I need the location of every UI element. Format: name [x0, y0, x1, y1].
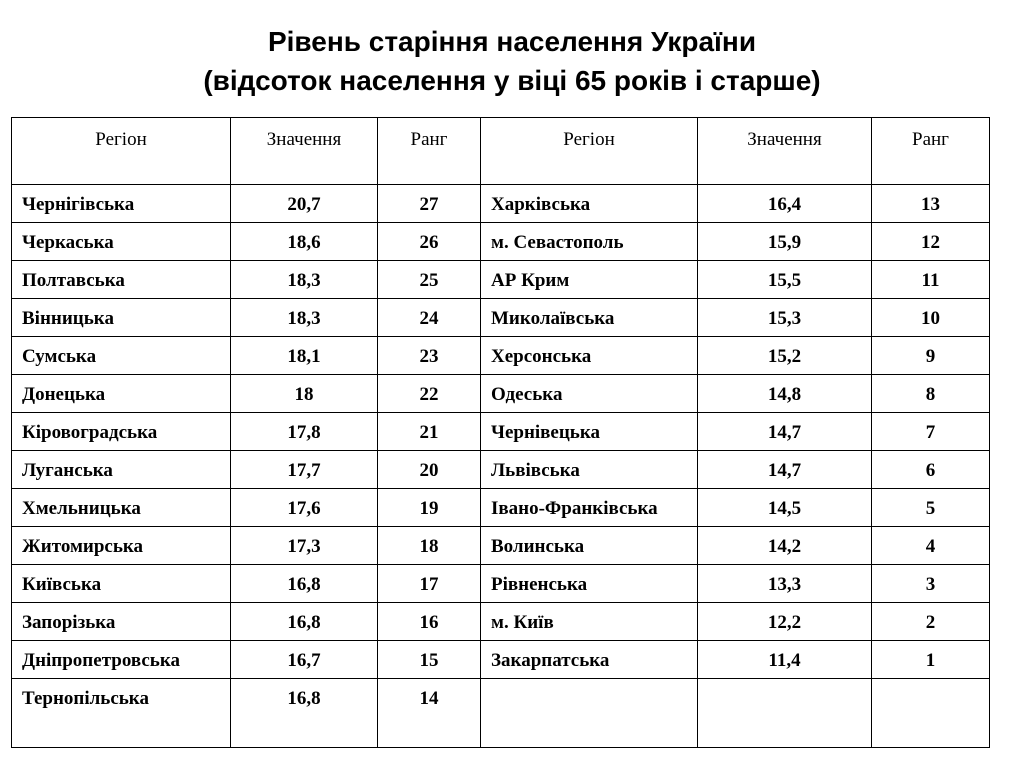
header-value-right: Значення: [698, 118, 872, 185]
table-row: [12, 185, 990, 223]
cell-value-left: 17,6: [231, 489, 378, 527]
cell-rank-left: 16: [378, 603, 481, 641]
cell-rank-left: 20: [378, 451, 481, 489]
cell-region-left: Кіровоградська: [12, 413, 231, 451]
table-row: [12, 337, 990, 375]
header-rank-left: Ранг: [378, 118, 481, 185]
cell-rank-left: 17: [378, 565, 481, 603]
cell-rank-right: 12: [872, 223, 990, 261]
table-row: [12, 603, 990, 641]
cell-rank-left: 25: [378, 261, 481, 299]
cell-value-right: 14,5: [698, 489, 872, 527]
cell-value-right: [698, 679, 872, 748]
cell-value-left: 18,1: [231, 337, 378, 375]
table-header-row: [12, 118, 990, 185]
cell-rank-left: 24: [378, 299, 481, 337]
cell-rank-right: 13: [872, 185, 990, 223]
cell-value-right: 14,7: [698, 413, 872, 451]
cell-value-left: 18,3: [231, 261, 378, 299]
cell-value-right: 16,4: [698, 185, 872, 223]
header-rank-right: Ранг: [872, 118, 990, 185]
cell-region-right: Чернівецька: [481, 413, 698, 451]
cell-rank-right: 8: [872, 375, 990, 413]
cell-value-left: 18: [231, 375, 378, 413]
table-row: [12, 223, 990, 261]
cell-value-right: 15,3: [698, 299, 872, 337]
cell-rank-right: 10: [872, 299, 990, 337]
cell-region-right: Одеська: [481, 375, 698, 413]
cell-value-left: 16,7: [231, 641, 378, 679]
cell-region-right: м. Севастополь: [481, 223, 698, 261]
cell-value-left: 18,3: [231, 299, 378, 337]
cell-region-left: Сумська: [12, 337, 231, 375]
cell-rank-right: 9: [872, 337, 990, 375]
cell-rank-left: 19: [378, 489, 481, 527]
cell-value-right: 14,8: [698, 375, 872, 413]
cell-rank-right: 2: [872, 603, 990, 641]
cell-region-right: [481, 679, 698, 748]
cell-value-left: 17,7: [231, 451, 378, 489]
cell-region-right: Харківська: [481, 185, 698, 223]
cell-rank-right: 7: [872, 413, 990, 451]
cell-region-left: Тернопільська: [12, 679, 231, 748]
cell-rank-left: 23: [378, 337, 481, 375]
table-row: [12, 451, 990, 489]
cell-region-left: Дніпропетровська: [12, 641, 231, 679]
cell-value-right: 14,7: [698, 451, 872, 489]
cell-region-left: Чернігівська: [12, 185, 231, 223]
table-row: [12, 679, 990, 748]
cell-value-left: 16,8: [231, 679, 378, 748]
cell-rank-left: 18: [378, 527, 481, 565]
title-line-2: (відсоток населення у віці 65 років і старше): [203, 65, 821, 96]
cell-value-right: 15,5: [698, 261, 872, 299]
cell-rank-right: 11: [872, 261, 990, 299]
cell-rank-left: 14: [378, 679, 481, 748]
cell-rank-right: 4: [872, 527, 990, 565]
header-value-left: Значення: [231, 118, 378, 185]
cell-region-right: Рівненська: [481, 565, 698, 603]
cell-region-left: Хмельницька: [12, 489, 231, 527]
cell-value-right: 15,2: [698, 337, 872, 375]
cell-region-left: Донецька: [12, 375, 231, 413]
cell-value-left: 18,6: [231, 223, 378, 261]
header-region-left: Регіон: [12, 118, 231, 185]
cell-region-right: АР Крим: [481, 261, 698, 299]
cell-rank-left: 15: [378, 641, 481, 679]
title-line-1: Рівень старіння населення України: [267, 26, 757, 57]
header-region-right: Регіон: [481, 118, 698, 185]
cell-region-right: Львівська: [481, 451, 698, 489]
cell-rank-right: 3: [872, 565, 990, 603]
cell-region-right: м. Київ: [481, 603, 698, 641]
cell-value-right: 11,4: [698, 641, 872, 679]
cell-value-right: 13,3: [698, 565, 872, 603]
table-row: [12, 527, 990, 565]
page-title: [0, 22, 1024, 100]
cell-rank-left: 26: [378, 223, 481, 261]
cell-region-left: Житомирська: [12, 527, 231, 565]
aging-table: [11, 117, 990, 748]
table-row: [12, 299, 990, 337]
cell-value-left: 16,8: [231, 603, 378, 641]
cell-region-left: Київська: [12, 565, 231, 603]
table-row: [12, 641, 990, 679]
cell-value-left: 20,7: [231, 185, 378, 223]
table-row: [12, 413, 990, 451]
cell-rank-right: [872, 679, 990, 748]
table-row: [12, 489, 990, 527]
cell-region-right: Закарпатська: [481, 641, 698, 679]
cell-value-left: 17,3: [231, 527, 378, 565]
cell-rank-left: 22: [378, 375, 481, 413]
cell-region-left: Полтавська: [12, 261, 231, 299]
cell-region-left: Черкаська: [12, 223, 231, 261]
cell-value-right: 15,9: [698, 223, 872, 261]
table-body: [12, 185, 990, 748]
cell-rank-right: 6: [872, 451, 990, 489]
cell-region-left: Луганська: [12, 451, 231, 489]
cell-value-left: 16,8: [231, 565, 378, 603]
table-row: [12, 261, 990, 299]
cell-region-left: Запорізька: [12, 603, 231, 641]
cell-value-right: 12,2: [698, 603, 872, 641]
cell-rank-left: 27: [378, 185, 481, 223]
cell-region-right: Волинська: [481, 527, 698, 565]
table-row: [12, 565, 990, 603]
table-row: [12, 375, 990, 413]
cell-rank-right: 1: [872, 641, 990, 679]
cell-region-left: Вінницька: [12, 299, 231, 337]
cell-value-left: 17,8: [231, 413, 378, 451]
cell-region-right: Херсонська: [481, 337, 698, 375]
cell-rank-right: 5: [872, 489, 990, 527]
cell-value-right: 14,2: [698, 527, 872, 565]
cell-region-right: Івано-Франківська: [481, 489, 698, 527]
cell-rank-left: 21: [378, 413, 481, 451]
cell-region-right: Миколаївська: [481, 299, 698, 337]
